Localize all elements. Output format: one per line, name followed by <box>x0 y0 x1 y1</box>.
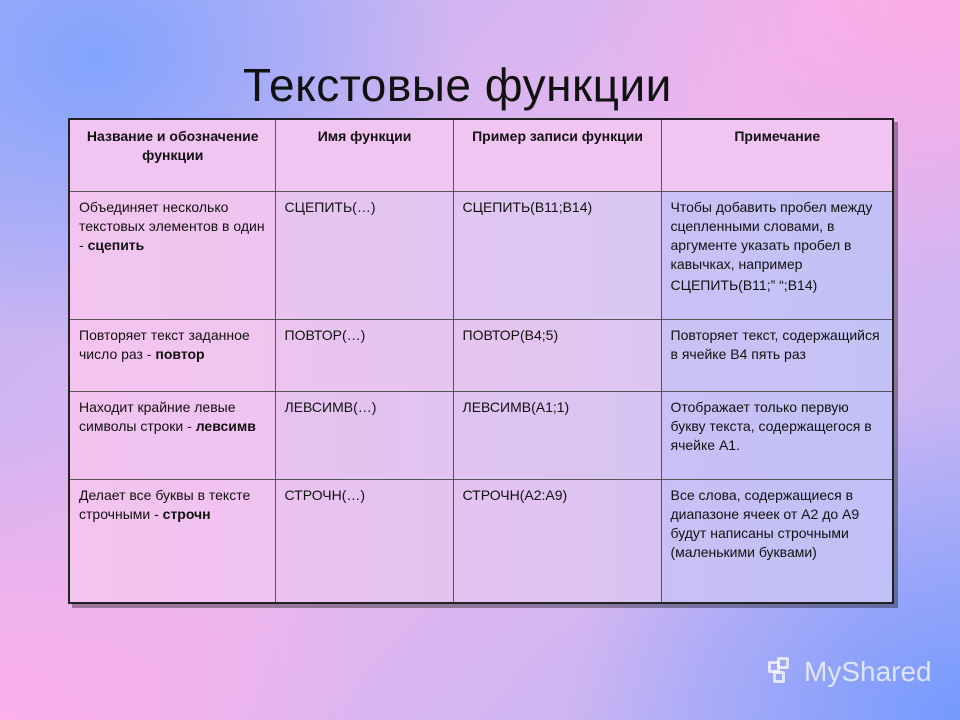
function-keyword: левсимв <box>195 417 256 434</box>
note-extra-text: СЦЕПИТЬ(В11;” “;В14) <box>670 276 818 293</box>
table-row <box>69 391 893 479</box>
function-keyword: строчн <box>162 505 211 522</box>
myshared-watermark <box>768 656 932 688</box>
cell-note: Все слова, содержащиеся в диапазоне ячеек от А2 до А9 будут написаны строчными (маленькими буквами) <box>661 479 893 603</box>
description-text: Находит крайние левые символы строки - <box>79 398 236 434</box>
text-functions-table <box>68 118 894 604</box>
myshared-logo-icon <box>768 657 798 687</box>
cell-description <box>69 391 275 479</box>
header-function-name: Имя функции <box>275 119 453 191</box>
table-row <box>69 319 893 391</box>
function-keyword: сцепить <box>87 236 145 253</box>
cell-description <box>69 479 275 603</box>
header-example: Пример записи функции <box>453 119 661 191</box>
cell-function-name: СТРОЧН(…) <box>275 479 453 603</box>
note-text: Чтобы добавить пробел между сцепленными словами, в аргументе указать пробел в кавычках, например <box>670 198 873 272</box>
cell-example: ЛЕВСИМВ(А1;1) <box>453 391 661 479</box>
table-header-row <box>69 119 893 191</box>
cell-note <box>661 191 893 319</box>
header-description: Название и обозначение функции <box>69 119 275 191</box>
cell-example: ПОВТОР(В4;5) <box>453 319 661 391</box>
description-text: Повторяет текст заданное число раз - <box>79 326 250 362</box>
slide-title: Текстовые функции <box>243 59 672 111</box>
cell-note: Повторяет текст, содержащийся в ячейке В4 пять раз <box>661 319 893 391</box>
cell-note: Отображает только первую букву текста, содержащегося в ячейке А1. <box>661 391 893 479</box>
cell-function-name: ПОВТОР(…) <box>275 319 453 391</box>
table-row <box>69 479 893 603</box>
description-text: Делает все буквы в тексте строчными - <box>79 486 251 522</box>
function-keyword: повтор <box>155 345 205 362</box>
cell-example: СЦЕПИТЬ(В11;В14) <box>453 191 661 319</box>
cell-example: СТРОЧН(А2:А9) <box>453 479 661 603</box>
cell-function-name: ЛЕВСИМВ(…) <box>275 391 453 479</box>
watermark-text: MyShared <box>804 656 932 687</box>
cell-description <box>69 191 275 319</box>
header-note: Примечание <box>661 119 893 191</box>
cell-function-name: СЦЕПИТЬ(…) <box>275 191 453 319</box>
description-text: Объединяет несколько текстовых элементов в один - <box>79 198 265 253</box>
cell-description <box>69 319 275 391</box>
table-row <box>69 191 893 319</box>
